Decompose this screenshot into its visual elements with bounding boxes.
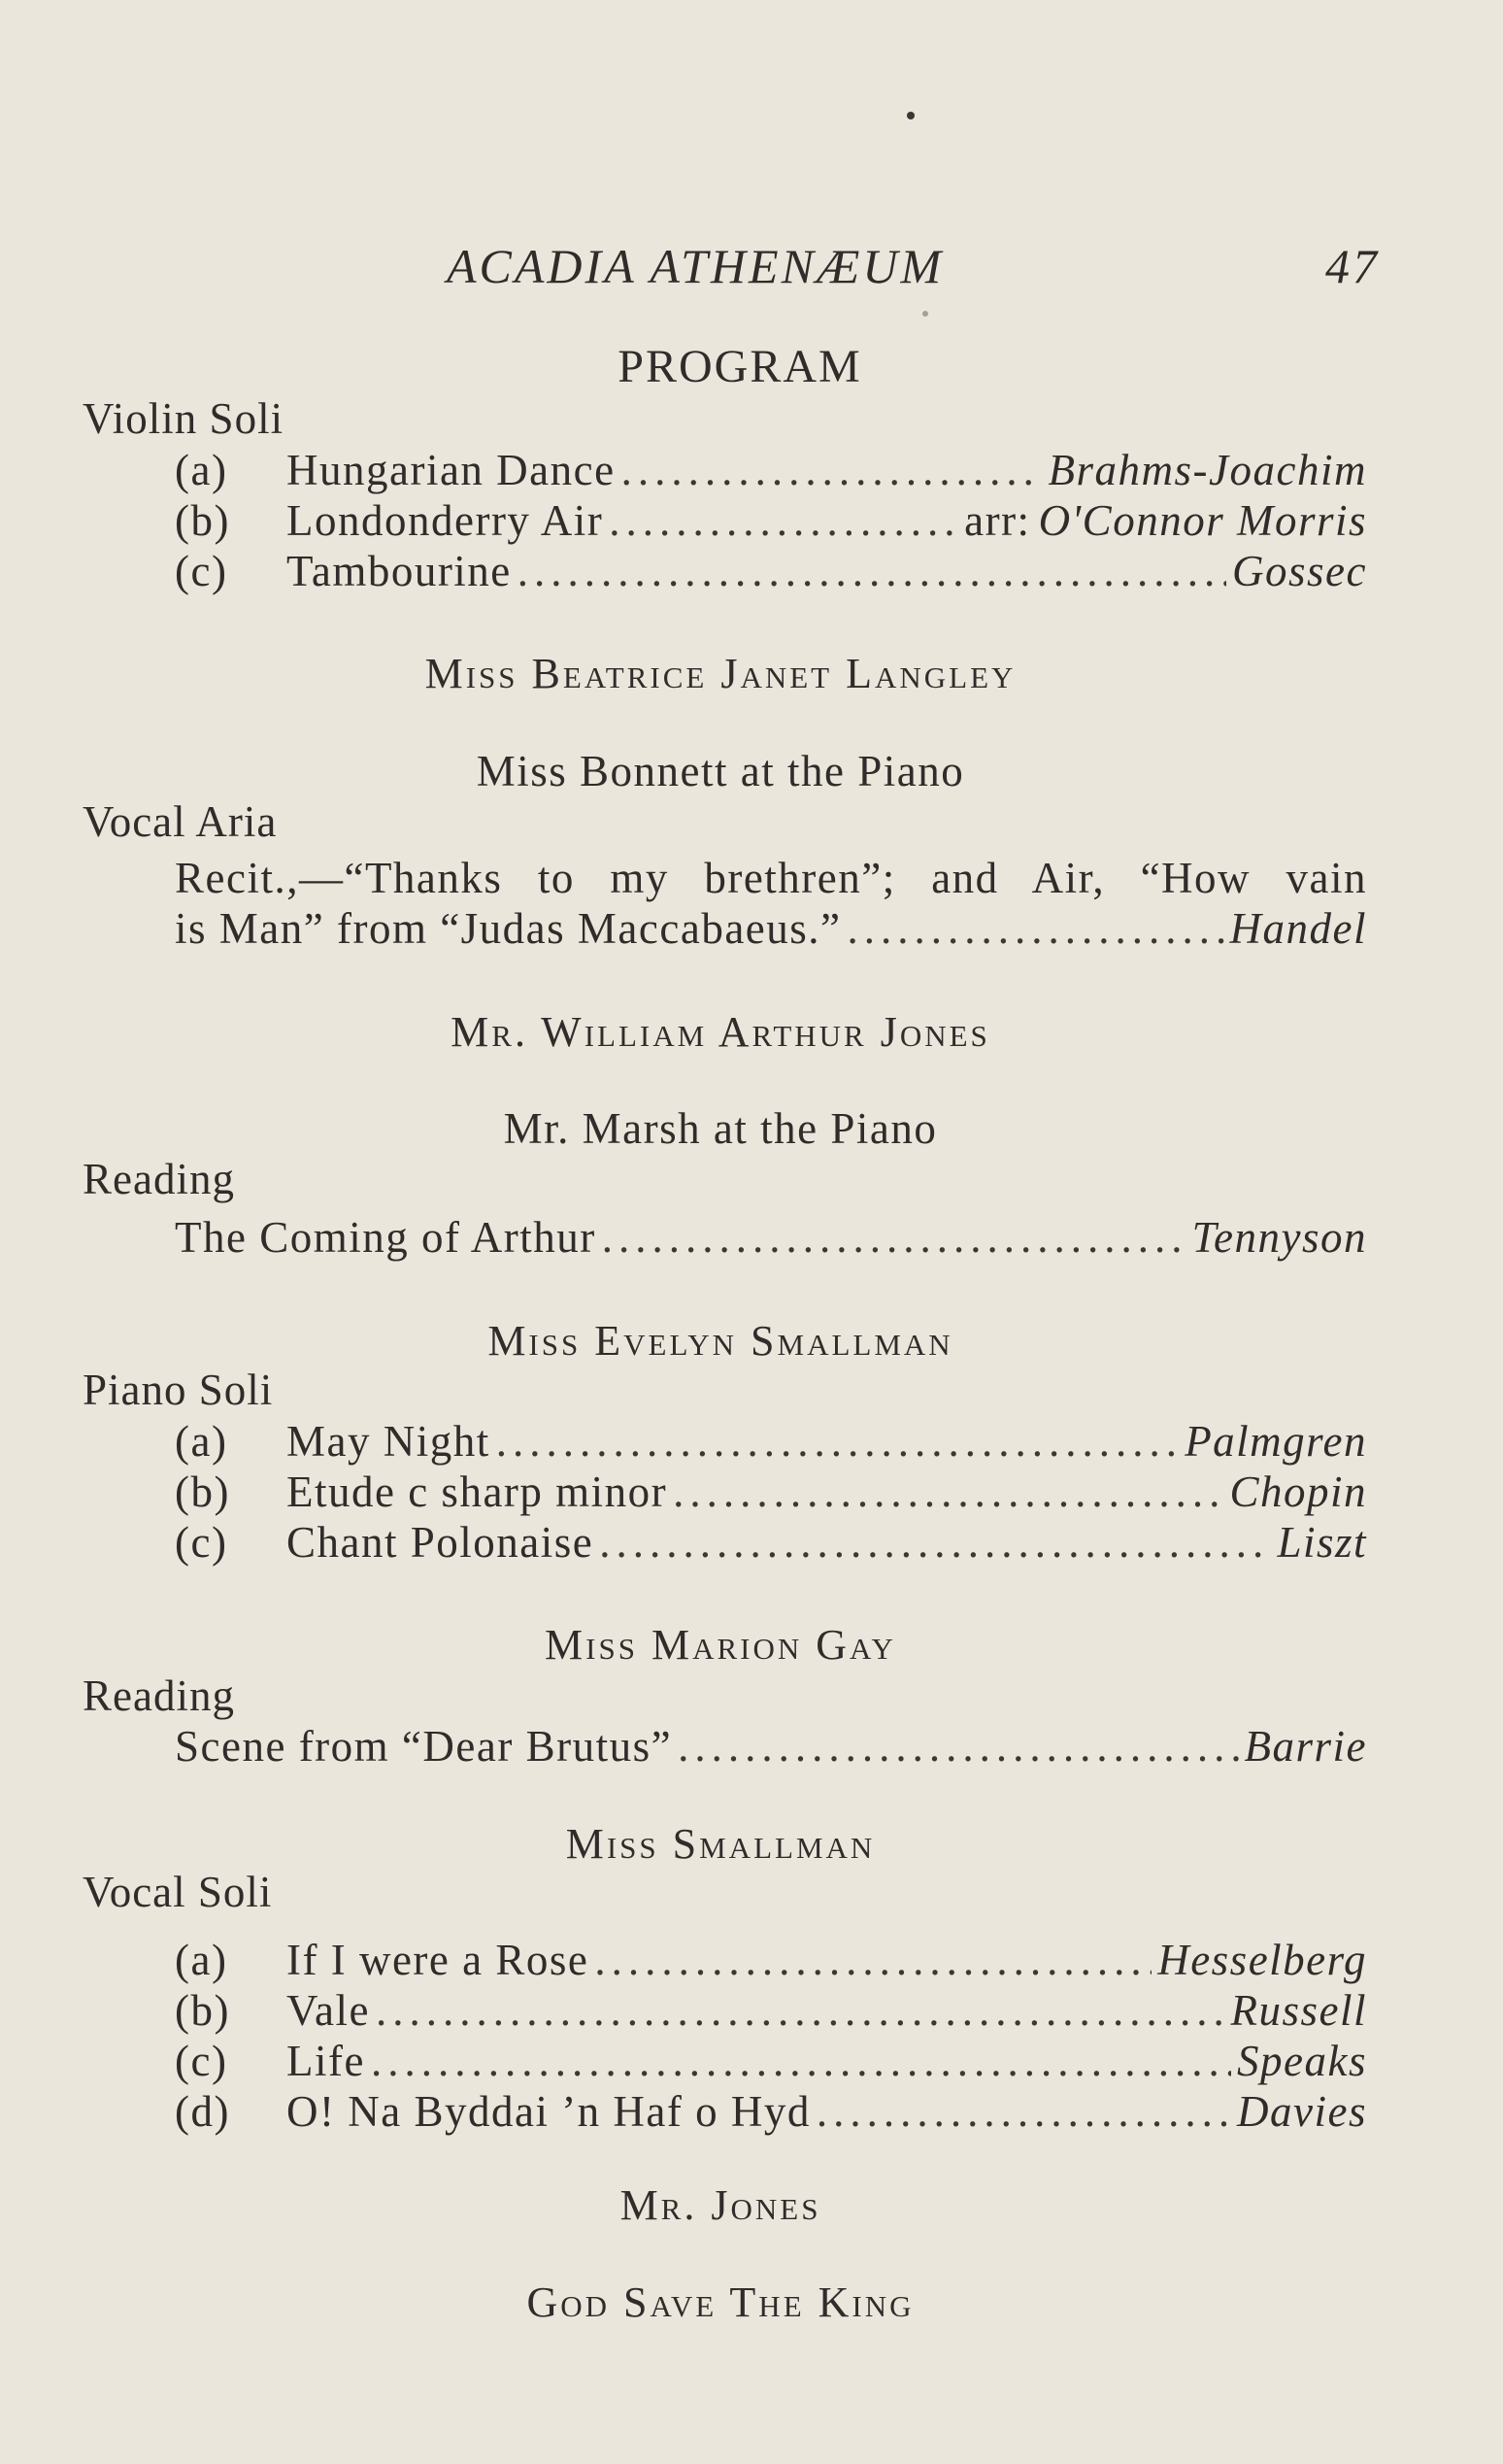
item-label: (a) [175,446,228,494]
program-item [175,1935,1367,1985]
item-title: The Coming of Arthur [175,1213,596,1262]
performer-name: Miss Beatrice Janet Langley [424,650,1017,697]
performer-name: Miss Marion Gay [545,1621,896,1669]
ink-speck [922,311,928,317]
performer-name: Miss Evelyn Smallman [487,1317,953,1365]
dot-leader [817,2086,1231,2137]
dot-leader [518,546,1226,596]
section-heading-vocal-aria: Vocal Aria [83,797,278,846]
program-item [175,1467,1367,1517]
dot-leader [848,903,1224,954]
dot-leader [609,495,958,546]
item-composer: Russell [1230,1986,1367,2035]
item-composer: Chopin [1229,1468,1367,1516]
item-title: Chant Polonaise [286,1518,594,1567]
item-title: Life [286,2037,365,2085]
item-title: Etude c sharp minor [286,1468,668,1516]
program-item [175,2036,1367,2086]
dot-leader [678,1721,1238,1772]
dot-leader [599,1517,1271,1568]
item-label: (b) [175,1468,230,1516]
item-composer: Tennyson [1191,1213,1367,1262]
performer-name: Miss Smallman [565,1820,876,1868]
program-title: PROGRAM [618,341,862,392]
performer-name: Mr. Jones [619,2181,821,2229]
closing-anthem: God Save The King [526,2278,915,2326]
item-title: Scene from “Dear Brutus” [175,1722,673,1771]
page-number: 47 [1325,239,1380,293]
dot-leader [602,1212,1186,1263]
program-item [175,1212,1367,1263]
ink-speck [907,112,915,119]
item-title: O! Na Byddai ’n Haf o Hyd [286,2087,811,2136]
section-heading-vocal-soli: Vocal Soli [83,1868,273,1916]
item-label: (a) [175,1417,228,1466]
item-label: (d) [175,2087,230,2136]
dot-leader [496,1416,1179,1467]
item-title: Vale [286,1986,370,2035]
item-title: is Man” from “Judas Maccabaeus.” [175,904,842,953]
program-item [175,495,1367,546]
item-composer: Davies [1237,2087,1367,2136]
item-composer: Brahms-Joachim [1048,446,1367,494]
program-item [175,2086,1367,2137]
item-title: Tambourine [286,547,512,595]
program-item [175,1721,1367,1772]
aria-description-line: Recit.,—“Thanks to my brethren”; and Air, “How vain [175,854,1367,902]
program-item [175,546,1367,596]
program-item [175,1517,1367,1568]
item-label: (c) [175,1518,228,1567]
program-item [175,1416,1367,1467]
item-composer: Liszt [1277,1518,1367,1567]
item-composer: O'Connor Morris [1038,496,1367,545]
item-label: (b) [175,1986,230,2035]
dot-leader [621,445,1043,495]
item-composer: Hesselberg [1157,1936,1367,1984]
dot-leader [371,2036,1231,2086]
journal-title: ACADIA ATHENÆUM [447,239,945,293]
section-heading-reading: Reading [83,1671,235,1720]
item-label: (c) [175,547,228,595]
item-title: If I were a Rose [286,1936,589,1984]
program-item [175,1985,1367,2036]
accompanist-line: Mr. Marsh at the Piano [503,1104,938,1153]
dot-leader [673,1467,1223,1517]
performer-name: Mr. William Arthur Jones [451,1008,990,1056]
item-title: May Night [286,1417,490,1466]
item-label: (c) [175,2037,228,2085]
item-composer: Barrie [1244,1722,1367,1771]
item-composer: Handel [1229,904,1367,953]
item-arranger-prefix: arr: [964,496,1031,545]
dot-leader [376,1985,1225,2036]
item-title: Hungarian Dance [286,446,616,494]
section-heading-piano: Piano Soli [83,1366,274,1414]
item-title: Londonderry Air [286,496,604,545]
item-composer: Gossec [1232,547,1367,595]
section-heading-reading: Reading [83,1155,235,1203]
item-composer: Palmgren [1185,1417,1367,1466]
section-heading-violin: Violin Soli [83,394,284,443]
dot-leader [594,1935,1152,1985]
program-item [175,445,1367,495]
item-composer: Speaks [1237,2037,1367,2085]
program-item [175,903,1367,954]
accompanist-line: Miss Bonnett at the Piano [476,747,965,795]
item-label: (b) [175,496,230,545]
item-label: (a) [175,1936,228,1984]
